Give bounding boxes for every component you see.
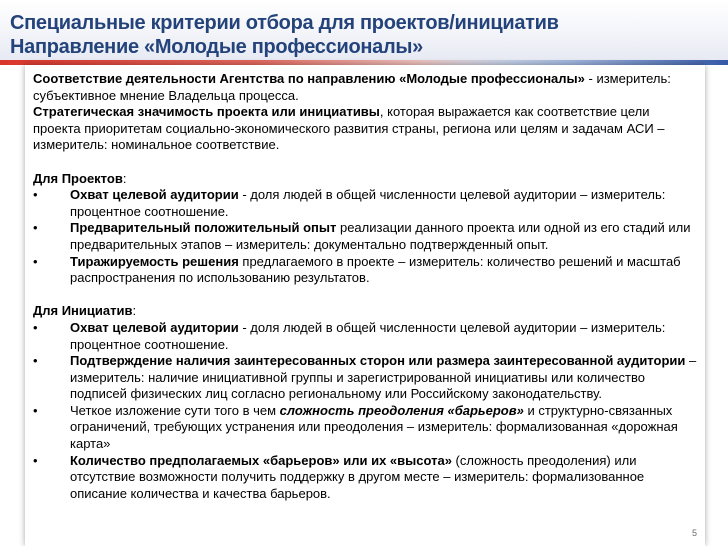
bullet-icon: • (33, 353, 38, 369)
list-item (33, 220, 699, 253)
project-3-text: предлагаемого в проекте – измеритель: количество решений и масштаб распространения по использованию результатов. (70, 253, 681, 286)
intro-1-bold: Соответствие деятельности Агентства по направлению «Молодые профессионалы» (33, 71, 585, 86)
project-3-bold: Тиражируемость решения (70, 253, 239, 269)
slide-subtitle: Направление «Молодые профессионалы» (10, 36, 423, 58)
slide-title: Специальные критерии отбора для проектов/инициатив (10, 12, 559, 34)
bullet-icon: • (33, 452, 38, 468)
list-item (33, 453, 699, 503)
project-1-text: - доля людей в общей численности целевой аудитории – измеритель: процентное соотношение. (70, 187, 666, 219)
bullet-icon: • (33, 402, 38, 418)
initiatives-heading-text: Для Инициатив (33, 303, 133, 319)
intro-paragraph-2 (33, 104, 699, 154)
list-item (33, 403, 699, 453)
page-number: 5 (691, 528, 697, 538)
intro-2-bold: Стратегическая значимость проекта или инициативы (33, 104, 380, 120)
initiative-2-bold: Подтверждение наличия заинтересованных сторон или размера заинтересованной аудитории (70, 353, 686, 369)
initiative-3-bolditalic: сложность преодоления «барьеров» (279, 402, 524, 418)
bullet-icon: • (33, 187, 38, 203)
intro-1-text: - измеритель: субъективное мнение Владельца процесса. (33, 71, 671, 103)
content-panel (25, 65, 705, 546)
initiative-1-bold: Охват целевой аудитории (70, 319, 239, 335)
bullet-icon: • (33, 253, 38, 269)
projects-heading-text: Для Проектов (33, 170, 123, 186)
projects-heading-colon: : (122, 170, 127, 186)
list-item (33, 254, 699, 287)
initiatives-heading-colon: : (132, 303, 137, 319)
intro-2-text: , которая выражается как соответствие цели проекта приоритетам социально-экономического развития страны, региона или целям и задачам АСИ – измеритель: номинальное соответствие. (33, 104, 665, 153)
intro-paragraph-1 (33, 71, 699, 104)
initiatives-heading (33, 303, 699, 320)
initiative-3-text: и структурно-связанных ограничений, требующих устранения или преодоления – измеритель: формализованная «дорожная карта» (70, 402, 678, 452)
initiative-1-text: - доля людей в общей численности целевой аудитории – измеритель: процентное соотношение. (70, 319, 666, 352)
project-1-bold: Охват целевой аудитории (70, 187, 239, 203)
list-item (33, 187, 699, 220)
list-item (33, 353, 699, 403)
projects-heading (33, 171, 699, 188)
initiative-4-bold: Количество предполагаемых «барьеров» или их «высота» (70, 452, 452, 468)
initiative-3-pre: Четкое изложение сути того в чем (70, 402, 280, 418)
content-text (33, 71, 699, 502)
slide-header (0, 0, 728, 62)
bullet-icon: • (33, 319, 38, 335)
list-item (33, 320, 699, 353)
project-2-bold: Предварительный положительный опыт (70, 220, 337, 236)
project-2-text: реализации данного проекта или одной из его стадий или предварительных этапов – измеритель: документально подтвержденный опыт. (70, 220, 691, 252)
initiative-4-text: (сложность преодоления) или отсутствие возможности получить поддержку в другом месте – измеритель: формализованное описание количества и качества барьеров. (70, 452, 645, 501)
initiative-2-text: – измеритель: наличие инициативной группы и зарегистрированной инициативы или количество подписей физических лиц согласно региональному или Российскому законодательству. (70, 353, 697, 402)
bullet-icon: • (33, 220, 38, 236)
